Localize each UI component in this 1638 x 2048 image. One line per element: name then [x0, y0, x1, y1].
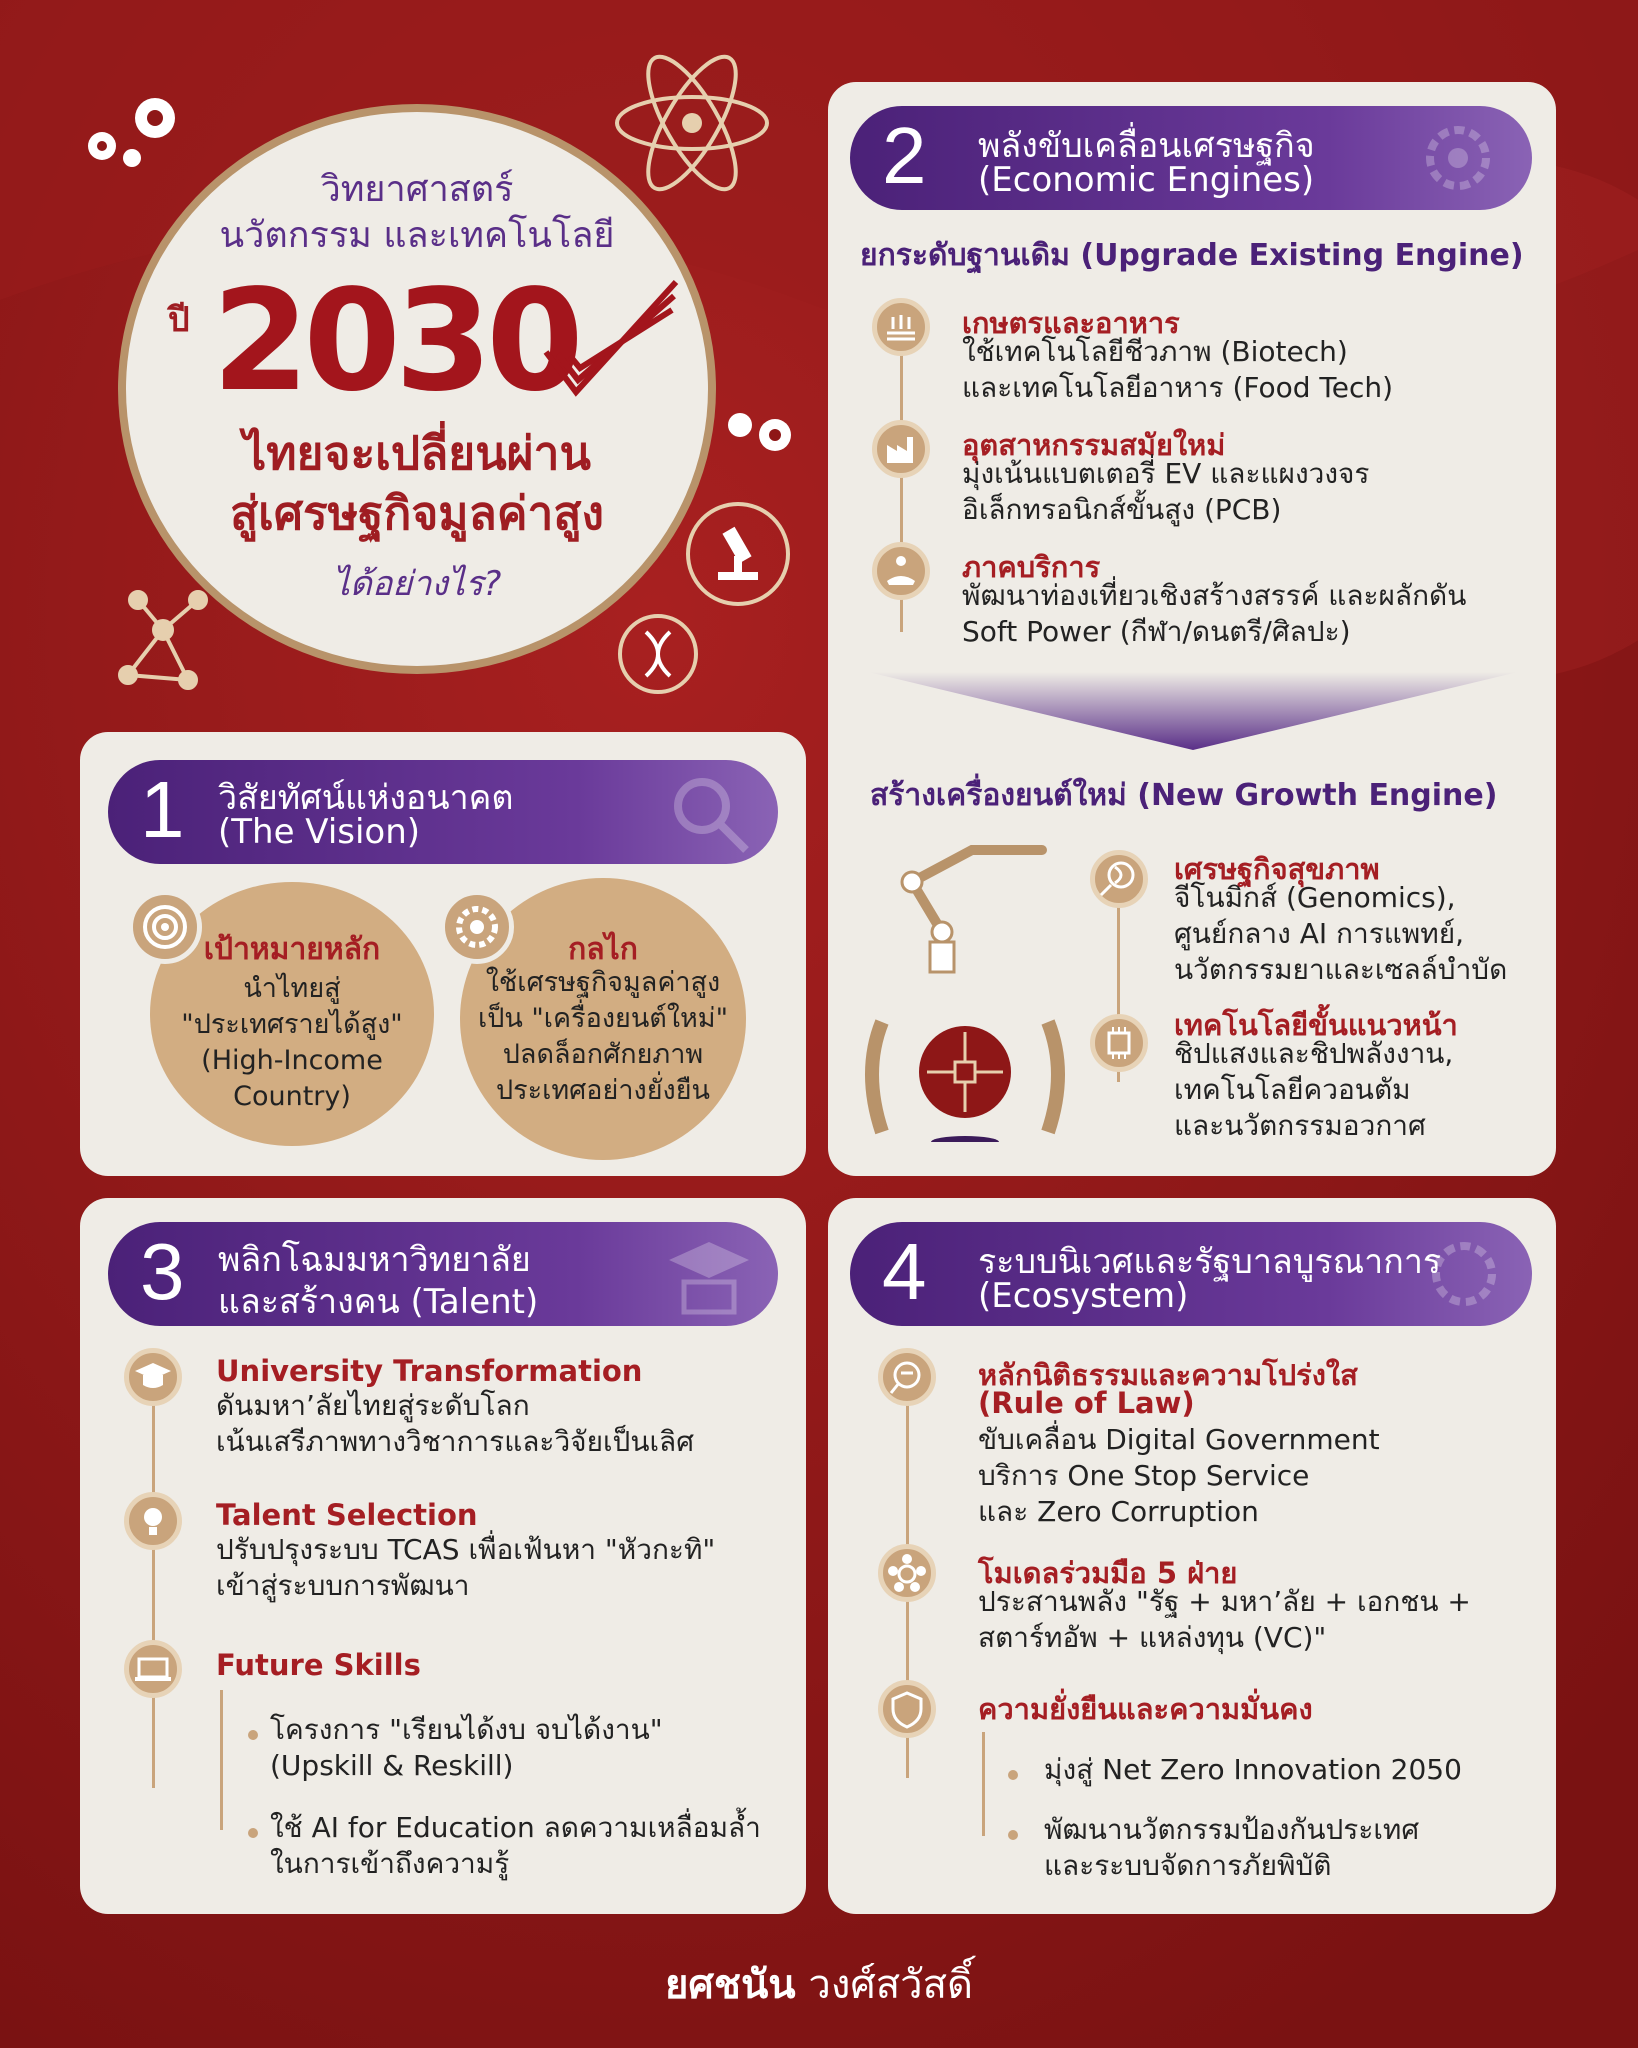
gear-icon: [1418, 1232, 1508, 1316]
section-1-title-th: วิสัยทัศน์แห่งอนาคต: [218, 778, 514, 818]
new-item-1-heading: เศรษฐกิจสุขภาพ: [1174, 852, 1380, 886]
s3-bullet-2-line-1: ใช้ AI for Education ลดความเหลื่อมล้ำ: [270, 1811, 761, 1844]
new-item-2-line-1: ชิปแสงและชิปพลังงาน,: [1174, 1037, 1454, 1070]
goal-line-4: Country): [233, 1081, 351, 1112]
mechanism-heading: กลไก: [568, 932, 638, 967]
magnifier-icon: [664, 770, 754, 854]
section-4-number: 4: [882, 1227, 927, 1316]
gear-icon: [720, 400, 800, 460]
section-4-title-th: ระบบนิเวศและรัฐบาลบูรณาการ: [978, 1242, 1442, 1282]
laptop-cap-icon: [124, 1640, 182, 1698]
upgrade-item-3-line-1: พัฒนาท่องเที่ยวเชิงสร้างสรรค์ และผลักดัน: [962, 579, 1467, 612]
upgrade-heading: ยกระดับฐานเดิม (Upgrade Existing Engine): [860, 238, 1524, 273]
section-1-panel: [80, 732, 806, 1176]
gear-icon: [1418, 116, 1508, 200]
bullet-dot: [1008, 1770, 1018, 1780]
hero-question: ได้อย่างไร?: [332, 564, 502, 604]
section-4-title-en: (Ecosystem): [978, 1276, 1189, 1316]
mechanism-line-4: ประเทศอย่างยั่งยืน: [496, 1075, 710, 1106]
s4-item-3-heading: ความยั่งยืนและความมั่นคง: [978, 1692, 1313, 1726]
chip-icon: [1090, 1014, 1148, 1072]
author-last-name: วงศ์สวัสดิ์: [808, 1962, 974, 2008]
new-item-1-line-1: จีโนมิกส์ (Genomics),: [1174, 881, 1456, 914]
upgrade-item-3-heading: ภาคบริการ: [962, 550, 1101, 584]
s4-item-1-line-1: ขับเคลื่อน Digital Government: [978, 1423, 1380, 1456]
upgrade-item-2-heading: อุตสาหกรรมสมัยใหม่: [962, 428, 1226, 462]
bullet-dot: [248, 1828, 258, 1838]
network-icon: [878, 1544, 936, 1602]
bullet-line: [982, 1732, 985, 1836]
new-engine-heading: สร้างเครื่องยนต์ใหม่ (New Growth Engine): [870, 778, 1498, 813]
mechanism-line-1: ใช้เศรษฐกิจมูลค่าสูง: [485, 967, 721, 998]
robot-arm-icon: [852, 832, 1078, 1142]
plant-icon: [872, 298, 930, 356]
hero-year: 2030: [212, 260, 578, 423]
goal-heading: เป้าหมายหลัก: [203, 932, 381, 967]
s3-item-1-line-1: ดันมหา’ลัยไทยสู่ระดับโลก: [216, 1389, 530, 1422]
timeline-line: [152, 1378, 155, 1788]
section-2-header: [850, 106, 1532, 210]
author-credit: [0, 1952, 1638, 2016]
s3-bullet-1-line-1: โครงการ "เรียนได้งบ จบได้งาน": [270, 1713, 663, 1746]
s4-bullet-1-line-1: มุ่งสู่ Net Zero Innovation 2050: [1044, 1753, 1462, 1786]
upgrade-item-1-line-2: และเทคโนโลยีอาหาร (Food Tech): [962, 371, 1394, 404]
goal-line-2: "ประเทศรายได้สูง": [181, 1009, 403, 1040]
s4-item-1-heading-2: (Rule of Law): [978, 1386, 1195, 1420]
dna-search-icon: [1090, 850, 1148, 908]
hero-line-1: วิทยาศาสตร์: [320, 169, 514, 210]
s3-item-1-heading: University Transformation: [216, 1354, 643, 1388]
section-3-header: [108, 1222, 778, 1326]
section-3-number: 3: [140, 1227, 185, 1316]
new-item-1-line-3: นวัตกรรมยาและเซลล์บำบัด: [1174, 953, 1508, 986]
upgrade-item-1-line-1: ใช้เทคโนโลยีชีวภาพ (Biotech): [962, 335, 1348, 368]
author-first-name: ยศชนัน: [664, 1962, 796, 2008]
upgrade-item-3-line-2: Soft Power (กีฬา/ดนตรี/ศิลปะ): [962, 615, 1351, 648]
s4-item-1-heading: หลักนิติธรรมและความโปร่งใส: [978, 1358, 1358, 1392]
s4-bullet-2-line-1: พัฒนานวัตกรรมป้องกันประเทศ: [1044, 1813, 1420, 1846]
s4-item-1-line-3: และ Zero Corruption: [978, 1495, 1259, 1528]
new-item-2-line-2: เทคโนโลยีควอนตัม: [1174, 1073, 1411, 1106]
upgrade-item-2-line-1: มุ่งเน้นแบตเตอรี่ EV และแผงวงจร: [962, 457, 1370, 490]
section-4-header: [850, 1222, 1532, 1326]
hero-line-4: สู่เศรษฐกิจมูลค่าสูง: [230, 486, 604, 540]
section-1-header: [108, 760, 778, 864]
section-4-panel: [828, 1198, 1556, 1914]
section-2-title-th: พลังขับเคลื่อนเศรษฐกิจ: [978, 126, 1315, 166]
graduation-cap-icon: [124, 1348, 182, 1406]
bullet-line: [220, 1690, 223, 1830]
section-1-number: 1: [140, 765, 185, 854]
hero-line-2: นวัตกรรม และเทคโนโลยี: [219, 215, 615, 256]
section-2-title-en: (Economic Engines): [978, 160, 1315, 200]
s3-item-3-heading: Future Skills: [216, 1648, 421, 1682]
s3-bullet-2-line-2: ในการเข้าถึงความรู้: [270, 1847, 510, 1880]
upgrade-item-1-heading: เกษตรและอาหาร: [962, 306, 1180, 340]
new-item-1-line-2: ศูนย์กลาง AI การแพทย์,: [1174, 917, 1465, 950]
graduation-cap-icon: [664, 1232, 754, 1316]
divider-arrow: [868, 672, 1518, 752]
mechanism-line-3: ปลดล็อกศักยภาพ: [502, 1039, 704, 1070]
checkmark-icon: [526, 262, 686, 412]
s3-item-2-line-1: ปรับปรุงระบบ TCAS เพื่อเฟ้นหา "หัวกะทิ": [216, 1533, 716, 1566]
s3-item-2-line-2: เข้าสู่ระบบการพัฒนา: [216, 1569, 470, 1602]
section-3-panel: [80, 1198, 806, 1914]
service-hand-icon: [872, 542, 930, 600]
dna-icon: [618, 614, 698, 694]
lightbulb-head-icon: [124, 1492, 182, 1550]
hero-prefix: ปี: [168, 300, 190, 340]
mechanism-line-2: เป็น "เครื่องยนต์ใหม่": [477, 1003, 729, 1034]
upgrade-item-2-line-2: อิเล็กทรอนิกส์ขั้นสูง (PCB): [962, 493, 1282, 526]
s4-item-2-heading: โมเดลร่วมมือ 5 ฝ่าย: [978, 1556, 1238, 1590]
shield-icon: [878, 1680, 936, 1738]
goal-line-1: นำไทยสู่: [243, 973, 341, 1004]
scale-icon: [878, 1348, 936, 1406]
bullet-dot: [1008, 1830, 1018, 1840]
s4-item-1-line-2: บริการ One Stop Service: [978, 1459, 1310, 1492]
section-2-panel: [828, 82, 1556, 1176]
factory-icon: [872, 420, 930, 478]
section-3-title-th: พลิกโฉมมหาวิทยาลัย: [218, 1240, 531, 1280]
hero-circle: [118, 104, 716, 674]
new-item-2-line-3: และนวัตกรรมอวกาศ: [1174, 1109, 1426, 1142]
hero-line-3: ไทยจะเปลี่ยนผ่าน: [243, 426, 591, 480]
s4-bullet-2-line-2: และระบบจัดการภัยพิบัติ: [1044, 1849, 1332, 1882]
goal-line-3: (High-Income: [201, 1045, 383, 1076]
s3-item-1-line-2: เน้นเสรีภาพทางวิชาการและวิจัยเป็นเลิศ: [216, 1425, 694, 1458]
section-1-title-en: (The Vision): [218, 812, 421, 852]
s3-bullet-1-line-2: (Upskill & Reskill): [270, 1749, 514, 1782]
section-2-number: 2: [882, 111, 927, 200]
s4-item-2-line-2: สตาร์ทอัพ + แหล่งทุน (VC)": [978, 1621, 1327, 1654]
new-item-2-heading: เทคโนโลยีขั้นแนวหน้า: [1174, 1008, 1458, 1042]
section-3-title-en: และสร้างคน (Talent): [218, 1282, 539, 1322]
s3-item-2-heading: Talent Selection: [216, 1498, 478, 1532]
bullet-dot: [248, 1730, 258, 1740]
s4-item-2-line-1: ประสานพลัง "รัฐ + มหา’ลัย + เอกชน +: [978, 1585, 1471, 1618]
